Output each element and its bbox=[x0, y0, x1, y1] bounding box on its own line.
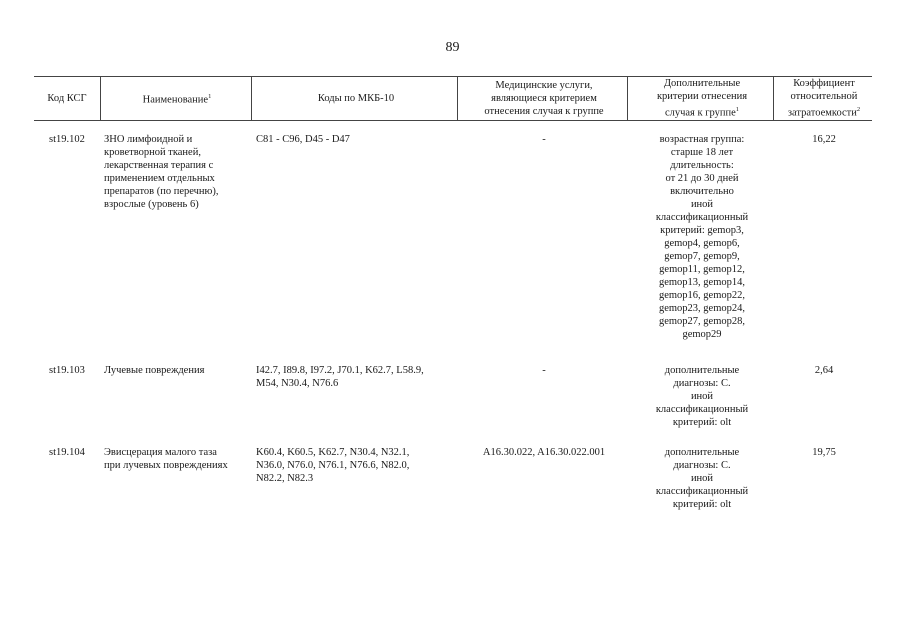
header-coef-line: затратоемкости bbox=[787, 107, 857, 119]
cell-line: - bbox=[542, 134, 546, 145]
cell-line: gemop23, gemop24, bbox=[658, 303, 746, 314]
cell-line: применением отдельных bbox=[104, 173, 215, 184]
cell-line: K60.4, K60.5, K62.7, N30.4, N32.1, bbox=[256, 447, 410, 458]
header-coef-line: относительной bbox=[790, 90, 858, 102]
header-icd-text: Коды по МКБ-10 bbox=[317, 92, 395, 104]
cell-line: I42.7, I89.8, I97.2, J70.1, K62.7, L58.9, bbox=[256, 365, 424, 376]
cell-name bbox=[104, 133, 250, 211]
cell-coefficient bbox=[778, 133, 870, 146]
cell-line: кроветворной тканей, bbox=[104, 147, 201, 158]
cell-line: st19.102 bbox=[49, 134, 85, 145]
cell-line: иной bbox=[690, 199, 714, 210]
cell-line: иной bbox=[690, 391, 714, 402]
cell-icd-codes bbox=[256, 133, 456, 146]
cell-line: критерий: olt bbox=[672, 417, 732, 428]
cell-criteria bbox=[632, 133, 772, 341]
cell-line: лекарственная терапия с bbox=[104, 160, 214, 171]
cell-name bbox=[104, 446, 250, 472]
cell-line: 19,75 bbox=[812, 447, 836, 458]
header-services-line: являющиеся критерием bbox=[491, 92, 597, 104]
cell-line: от 21 до 30 дней bbox=[665, 173, 739, 184]
cell-line: gemop16, gemop22, bbox=[658, 290, 746, 301]
header-criteria bbox=[632, 78, 772, 118]
cell-line: 16,22 bbox=[812, 134, 836, 145]
cell-line: M54, N30.4, N76.6 bbox=[256, 378, 339, 389]
header-criteria-line: случая к группе bbox=[664, 107, 736, 119]
page-number: 89 bbox=[445, 40, 460, 55]
header-code-text: Код КСГ bbox=[47, 92, 87, 104]
cell-line: A16.30.022, A16.30.022.001 bbox=[482, 447, 606, 458]
cell-line: диагнозы: C. bbox=[673, 378, 731, 389]
cell-name bbox=[104, 364, 250, 377]
cell-line: st19.103 bbox=[49, 365, 85, 376]
cell-code bbox=[34, 133, 100, 146]
header-divider bbox=[773, 76, 774, 120]
header-code bbox=[34, 78, 100, 118]
cell-line: gemop4, gemop6, bbox=[664, 238, 740, 249]
cell-line: ЗНО лимфоидной и bbox=[104, 134, 193, 145]
cell-line: возрастная группа: bbox=[659, 134, 745, 145]
cell-line: длительность: bbox=[670, 160, 734, 171]
cell-line: дополнительные bbox=[664, 365, 740, 376]
header-services-line: Медицинские услуги, bbox=[495, 79, 593, 91]
header-icd bbox=[256, 78, 456, 118]
header-divider bbox=[100, 76, 101, 120]
header-coefficient bbox=[778, 78, 870, 118]
footnote-marker: 2 bbox=[856, 105, 861, 113]
cell-line: критерий: olt bbox=[672, 499, 732, 510]
header-divider bbox=[627, 76, 628, 120]
header-criteria-line: Дополнительные bbox=[663, 77, 741, 89]
cell-icd-codes bbox=[256, 364, 456, 390]
header-services-line: отнесения случая к группе bbox=[484, 105, 604, 117]
header-divider bbox=[457, 76, 458, 120]
cell-line: gemop7, gemop9, bbox=[664, 251, 740, 262]
footnote-marker: 1 bbox=[208, 92, 212, 100]
header-services bbox=[462, 78, 626, 118]
cell-line: - bbox=[542, 365, 546, 376]
cell-line: Эвисцерация малого таза bbox=[104, 447, 217, 458]
cell-line: gemop13, gemop14, bbox=[658, 277, 746, 288]
header-name-text: Наименование bbox=[142, 94, 209, 106]
cell-line: 2,64 bbox=[814, 365, 834, 376]
cell-line: взрослые (уровень 6) bbox=[104, 199, 199, 210]
cell-line: диагнозы: C. bbox=[673, 460, 731, 471]
cell-line: классификационный bbox=[655, 212, 749, 223]
cell-code bbox=[34, 446, 100, 459]
cell-coefficient bbox=[778, 446, 870, 459]
cell-services bbox=[462, 133, 626, 146]
header-name bbox=[104, 78, 250, 118]
cell-criteria bbox=[632, 446, 772, 511]
cell-line: gemop29 bbox=[682, 329, 722, 340]
header-criteria-line: критерии отнесения bbox=[656, 90, 748, 102]
cell-line: C81 - C96, D45 - D47 bbox=[256, 134, 350, 145]
cell-line: N82.2, N82.3 bbox=[256, 473, 314, 484]
cell-coefficient bbox=[778, 364, 870, 377]
header-divider bbox=[251, 76, 252, 120]
cell-criteria bbox=[632, 364, 772, 429]
cell-line: gemop11, gemop12, bbox=[659, 264, 745, 275]
header-bottom-border bbox=[34, 120, 872, 121]
cell-line: Лучевые повреждения bbox=[104, 365, 205, 376]
cell-services bbox=[462, 364, 626, 377]
cell-line: классификационный bbox=[655, 486, 749, 497]
cell-code bbox=[34, 364, 100, 377]
cell-services bbox=[462, 446, 626, 459]
cell-line: иной bbox=[690, 473, 714, 484]
cell-line: N36.0, N76.0, N76.1, N76.6, N82.0, bbox=[256, 460, 410, 471]
header-coef-line: Коэффициент bbox=[793, 77, 855, 89]
cell-line: включительно bbox=[670, 186, 734, 197]
cell-line: старше 18 лет bbox=[670, 147, 734, 158]
cell-line: классификационный bbox=[655, 404, 749, 415]
cell-icd-codes bbox=[256, 446, 456, 485]
cell-line: st19.104 bbox=[49, 447, 85, 458]
cell-line: при лучевых повреждениях bbox=[104, 460, 228, 471]
cell-line: дополнительные bbox=[664, 447, 740, 458]
footnote-marker: 1 bbox=[735, 105, 740, 113]
cell-line: препаратов (по перечню), bbox=[104, 186, 219, 197]
cell-line: gemop27, gemop28, bbox=[658, 316, 746, 327]
cell-line: критерий: gemop3, bbox=[660, 225, 744, 236]
